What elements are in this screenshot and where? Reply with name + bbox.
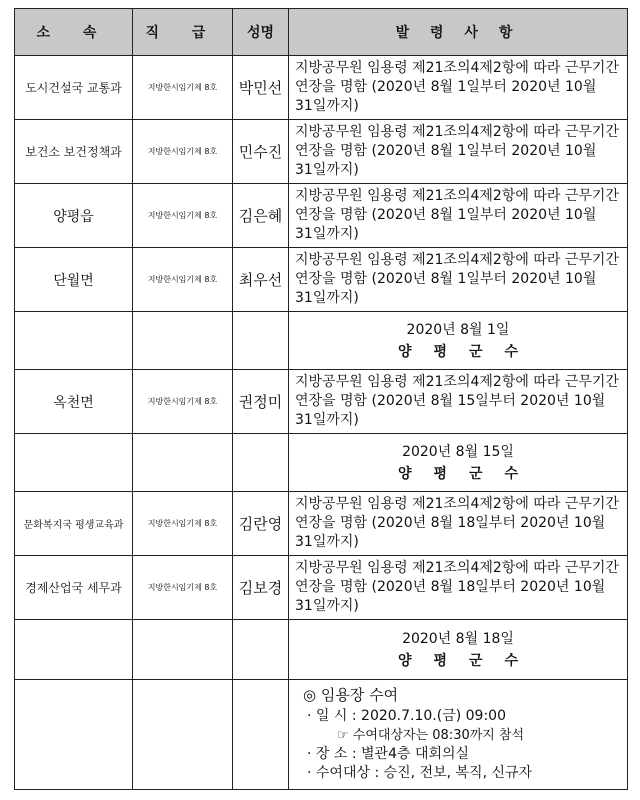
header-org: 소 속 bbox=[15, 9, 133, 56]
header-grade: 직 급 bbox=[133, 9, 233, 56]
table-row bbox=[15, 370, 628, 434]
notice-where-label: · 장 소 : bbox=[307, 746, 357, 762]
signature-date: 2020년 8월 1일 bbox=[406, 321, 510, 338]
grade-cell: 지방한시임기제 8호 bbox=[133, 492, 233, 556]
signature-row bbox=[15, 312, 628, 370]
empty-cell bbox=[15, 680, 133, 790]
signature-cell bbox=[289, 312, 628, 370]
org-cell: 문화복지국 평생교육과 bbox=[15, 492, 133, 556]
grade-cell: 지방한시임기제 8호 bbox=[133, 184, 233, 248]
notice-title: ◎ 임용장 수여 bbox=[303, 686, 399, 704]
notice-when-label: · 일 시 : bbox=[307, 708, 357, 724]
signature-date: 2020년 8월 15일 bbox=[402, 443, 514, 460]
org-cell: 양평읍 bbox=[15, 184, 133, 248]
name-cell: 민수진 bbox=[233, 120, 289, 184]
order-cell: 지방공무원 임용령 제21조의4제2항에 따라 근무기간 연장을 명함 (2020년 8월 18일부터 2020년 10월 31일까지) bbox=[289, 556, 628, 620]
table-row bbox=[15, 56, 628, 120]
signature-cell bbox=[289, 620, 628, 680]
org-cell: 도시건설국 교통과 bbox=[15, 56, 133, 120]
name-cell: 최우선 bbox=[233, 248, 289, 312]
table-row bbox=[15, 120, 628, 184]
grade-cell: 지방한시임기제 8호 bbox=[133, 556, 233, 620]
empty-cell bbox=[233, 680, 289, 790]
signature-agency: 양평군수 bbox=[397, 652, 541, 669]
signature-agency: 양평군수 bbox=[397, 343, 541, 360]
name-cell: 박민선 bbox=[233, 56, 289, 120]
order-cell: 지방공무원 임용령 제21조의4제2항에 따라 근무기간 연장을 명함 (2020년 8월 1일부터 2020년 10월 31일까지) bbox=[289, 120, 628, 184]
name-cell: 권정미 bbox=[233, 370, 289, 434]
order-cell: 지방공무원 임용령 제21조의4제2항에 따라 근무기간 연장을 명함 (2020년 8월 1일부터 2020년 10월 31일까지) bbox=[289, 56, 628, 120]
header-row bbox=[15, 9, 628, 56]
table-row bbox=[15, 492, 628, 556]
notice-target-value: 승진, 전보, 복직, 신규자 bbox=[383, 765, 533, 781]
notice-where bbox=[303, 745, 619, 764]
empty-cell bbox=[133, 312, 233, 370]
notice-row bbox=[15, 680, 628, 790]
table-row bbox=[15, 184, 628, 248]
grade-cell: 지방한시임기제 8호 bbox=[133, 370, 233, 434]
signature-cell bbox=[289, 434, 628, 492]
org-cell: 단월면 bbox=[15, 248, 133, 312]
order-cell: 지방공무원 임용령 제21조의4제2항에 따라 근무기간 연장을 명함 (2020년 8월 18일부터 2020년 10월 31일까지) bbox=[289, 492, 628, 556]
header-name: 성명 bbox=[233, 9, 289, 56]
signature-agency: 양평군수 bbox=[397, 465, 541, 482]
table-row bbox=[15, 556, 628, 620]
name-cell: 김보경 bbox=[233, 556, 289, 620]
empty-cell bbox=[15, 312, 133, 370]
grade-cell: 지방한시임기제 8호 bbox=[133, 120, 233, 184]
org-cell: 보건소 보건정책과 bbox=[15, 120, 133, 184]
empty-cell bbox=[233, 620, 289, 680]
notice-when bbox=[303, 707, 619, 726]
grade-cell: 지방한시임기제 8호 bbox=[133, 248, 233, 312]
empty-cell bbox=[133, 680, 233, 790]
appointment-table-sheet bbox=[14, 8, 627, 798]
empty-cell bbox=[133, 620, 233, 680]
notice-when-value: 2020.7.10.(금) 09:00 bbox=[361, 708, 506, 724]
name-cell: 김은혜 bbox=[233, 184, 289, 248]
notice-target bbox=[303, 764, 619, 783]
notice-target-label: · 수여대상 : bbox=[307, 765, 380, 781]
notice-attend: ☞ 수여대상자는 08:30까지 참석 bbox=[337, 728, 525, 743]
empty-cell bbox=[233, 434, 289, 492]
table-row bbox=[15, 248, 628, 312]
grade-cell: 지방한시임기제 8호 bbox=[133, 56, 233, 120]
name-cell: 김란영 bbox=[233, 492, 289, 556]
order-cell: 지방공무원 임용령 제21조의4제2항에 따라 근무기간 연장을 명함 (2020년 8월 1일부터 2020년 10월 31일까지) bbox=[289, 248, 628, 312]
appointment-table bbox=[14, 8, 628, 790]
notice-where-value: 별관4층 대회의실 bbox=[361, 746, 470, 762]
org-cell: 경제산업국 세무과 bbox=[15, 556, 133, 620]
header-order: 발 령 사 항 bbox=[289, 9, 628, 56]
empty-cell bbox=[233, 312, 289, 370]
org-cell: 옥천면 bbox=[15, 370, 133, 434]
signature-date: 2020년 8월 18일 bbox=[402, 630, 514, 647]
notice-cell bbox=[289, 680, 628, 790]
order-cell: 지방공무원 임용령 제21조의4제2항에 따라 근무기간 연장을 명함 (2020년 8월 15일부터 2020년 10월 31일까지) bbox=[289, 370, 628, 434]
order-cell: 지방공무원 임용령 제21조의4제2항에 따라 근무기간 연장을 명함 (2020년 8월 1일부터 2020년 10월 31일까지) bbox=[289, 184, 628, 248]
empty-cell bbox=[133, 434, 233, 492]
signature-row bbox=[15, 620, 628, 680]
empty-cell bbox=[15, 434, 133, 492]
signature-row bbox=[15, 434, 628, 492]
empty-cell bbox=[15, 620, 133, 680]
